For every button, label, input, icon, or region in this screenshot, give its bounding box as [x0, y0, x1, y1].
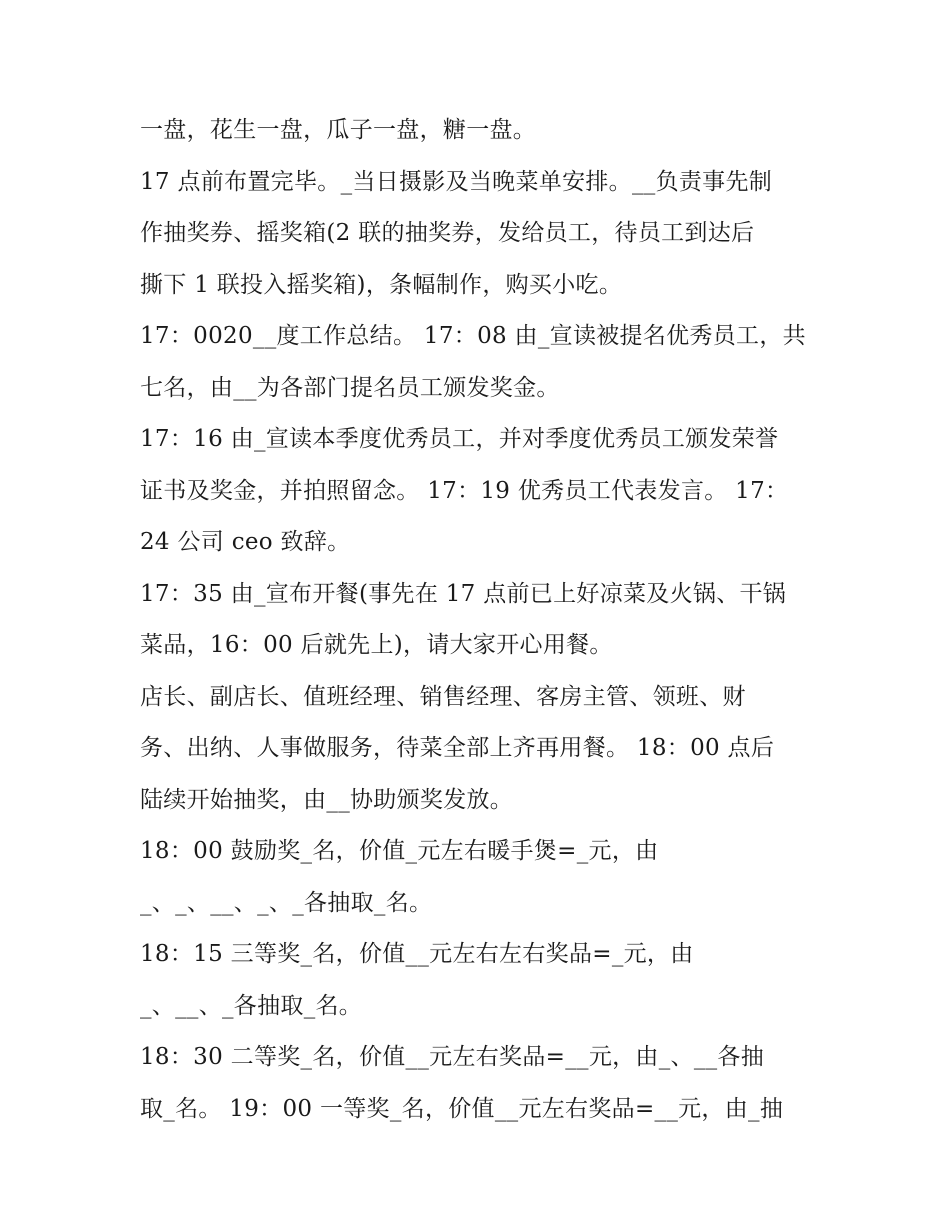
document-body — [140, 105, 820, 1135]
text-line: 17：0020__度工作总结。 17：08 由_宣读被提名优秀员工，共 — [140, 323, 806, 349]
text-line: 菜品，16：00 后就先上)，请大家开心用餐。 — [140, 632, 613, 658]
text-line: 证书及奖金，并拍照留念。 17：19 优秀员工代表发言。 17： — [140, 477, 789, 504]
text-line: 17 点前布置完毕。_当日摄影及当晚菜单安排。__负责事先制 — [140, 168, 773, 195]
text-line: 陆续开始抽奖，由__协助颁奖发放。 — [140, 786, 514, 813]
text-line: 24 公司 ceo 致辞。 — [140, 529, 351, 555]
text-line: 18：15 三等奖_名，价值__元左右左右奖品=_元，由 — [140, 941, 694, 967]
text-line: 作抽奖券、摇奖箱(2 联的抽奖券，发给员工，待员工到达后 — [140, 220, 755, 246]
text-line: 店长、副店长、值班经理、销售经理、客房主管、领班、财 — [140, 683, 746, 710]
text-line: 撕下 1 联投入摇奖箱)，条幅制作，购买小吃。 — [140, 271, 623, 298]
text-line: _、_、__、_、_各抽取_名。 — [140, 889, 433, 916]
text-line: 务、出纳、人事做服务，待菜全部上齐再用餐。 18：00 点后 — [140, 735, 775, 761]
text-line: 17：16 由_宣读本季度优秀员工，并对季度优秀员工颁发荣誉 — [140, 426, 779, 452]
text-line: 18：30 二等奖_名，价值__元左右奖品=__元，由_、__各抽 — [140, 1044, 765, 1070]
text-line: 取_名。 19：00 一等奖_名，价值__元左右奖品=__元，由_抽 — [140, 1095, 784, 1122]
text-line: 17：35 由_宣布开餐(事先在 17 点前已上好凉菜及火锅、干锅 — [140, 580, 787, 607]
text-line: 一盘，花生一盘，瓜子一盘，糖一盘。 — [140, 117, 537, 143]
text-line: 七名，由__为各部门提名员工颁发奖金。 — [140, 374, 560, 401]
text-line: _、__、_各抽取_名。 — [140, 992, 363, 1019]
text-line: 18：00 鼓励奖_名，价值_元左右暖手煲=_元，由 — [140, 838, 659, 864]
